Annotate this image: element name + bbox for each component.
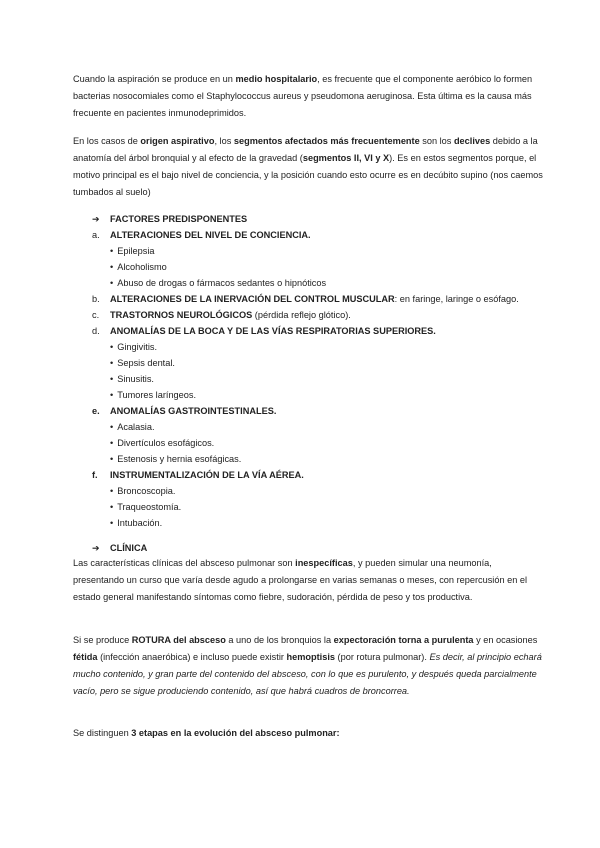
- list-title: TRASTORNOS NEUROLÓGICOS (pérdida reflejo glótico).: [110, 310, 351, 320]
- list-item: • Tumores laríngeos.: [110, 387, 196, 403]
- list-item: • Alcoholismo: [110, 259, 167, 275]
- list-item: • Gingivitis.: [110, 339, 157, 355]
- list-marker: d.: [92, 326, 100, 336]
- list-title: INSTRUMENTALIZACIÓN DE LA VÍA AÉREA.: [110, 470, 304, 480]
- paragraph-aspirativo: En los casos de origen aspirativo, los segmentos afectados más frecuentemente son los declives debido a la anatomía del árbol bronquial y al efecto de la gravedad (segmentos II, VI y X). Es en estos segmentos porque, el motivo principal es el bajo nivel de conciencia, y la posición cuando esto ocurre es en decúbito supino (nos caemos tumbados al suelo): [73, 136, 543, 197]
- paragraph-rotura: Si se produce ROTURA del absceso a uno de los bronquios la expectoración torna a purulenta y en ocasiones fétida (infección anaeróbica) e incluso puede existir hemoptisis (por rotura pulmonar). Es decir, al principio echará mucho contenido, y gran parte del contenido del absceso, con lo que es purulento, y después queda parcialmente vacío, pero se sigue produciendo contenido, así que habrá cuadros de broncorrea.: [73, 635, 542, 696]
- list-item: • Divertículos esofágicos.: [110, 435, 214, 451]
- paragraph-clinica: Las características clínicas del absceso pulmonar son inespecíficas, y pueden simular una neumonía, presentando un curso que varía desde agudo a prolongarse en varias semanas o meses, con repercusión en el estado general manifestando síntomas como fiebre, sudoración, pérdida de peso y tos productiva.: [73, 558, 528, 602]
- list-marker: a.: [92, 230, 100, 240]
- list-title: ALTERACIONES DEL NIVEL DE CONCIENCIA.: [110, 230, 311, 240]
- list-item: • Epilepsia: [110, 243, 155, 259]
- list-marker: e.: [92, 406, 100, 416]
- list-item: • Intubación.: [110, 515, 162, 531]
- list-marker: b.: [92, 294, 100, 304]
- list-item: • Acalasia.: [110, 419, 155, 435]
- list-item: • Traqueostomía.: [110, 499, 181, 515]
- list-item: • Sepsis dental.: [110, 355, 175, 371]
- arrow-icon: ➔: [92, 543, 100, 553]
- paragraph-etapas: Se distinguen 3 etapas en la evolución del absceso pulmonar:: [73, 728, 340, 738]
- list-marker: f.: [92, 470, 98, 480]
- paragraph-hospital: Cuando la aspiración se produce en un medio hospitalario, es frecuente que el componente aeróbico lo formen bacterias nosocomiales como el Staphylococcus aureus y pseudomona aeruginosa. Esta última es la causa más frecuente en pacientes inmunodeprimidos.: [73, 74, 533, 118]
- list-item: • Broncoscopia.: [110, 483, 175, 499]
- heading-factores: FACTORES PREDISPONENTES: [110, 214, 248, 224]
- heading-clinica: CLÍNICA: [110, 543, 148, 553]
- list-item: • Estenosis y hernia esofágicas.: [110, 451, 241, 467]
- list-item: • Sinusitis.: [110, 371, 154, 387]
- list-item: • Abuso de drogas o fármacos sedantes o hipnóticos: [110, 275, 326, 291]
- arrow-icon: ➔: [92, 214, 100, 224]
- list-title: ANOMALÍAS GASTROINTESTINALES.: [110, 406, 277, 416]
- list-marker: c.: [92, 310, 100, 320]
- list-title: ANOMALÍAS DE LA BOCA Y DE LAS VÍAS RESPIRATORIAS SUPERIORES.: [110, 326, 436, 336]
- list-title: ALTERACIONES DE LA INERVACIÓN DEL CONTROL MUSCULAR: en faringe, laringe o esófago.: [110, 294, 519, 304]
